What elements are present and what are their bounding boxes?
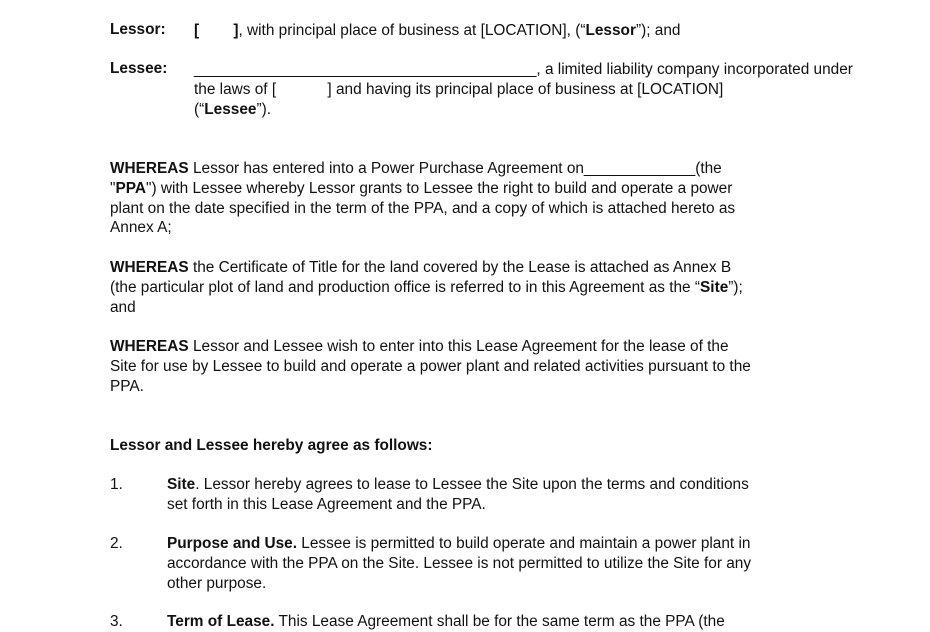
- bold-text: Site: [167, 476, 196, 493]
- text-run: Annex A;: [110, 219, 172, 237]
- text-line: [194, 80, 853, 100]
- agreement-heading: Lessor and Lessee hereby agree as follows:: [110, 437, 433, 454]
- bold-text: [ ]: [194, 22, 239, 39]
- text-line: [110, 357, 840, 377]
- bold-text: WHEREAS: [110, 259, 189, 276]
- text-run: Lessee is permitted to build operate and maintain a power plant in: [297, 535, 751, 552]
- bold-text: WHEREAS: [110, 160, 189, 177]
- clause-text: [167, 475, 749, 515]
- text-line: [194, 60, 853, 80]
- text-line: [110, 377, 840, 397]
- clause-text: [167, 612, 725, 632]
- text-run: This Lease Agreement shall be for the same term as the PPA (the: [274, 613, 725, 630]
- bold-text: PPA: [115, 179, 146, 197]
- text-run: (“: [194, 100, 205, 118]
- bold-text: Term of Lease.: [167, 613, 275, 630]
- lessee-text: [194, 60, 853, 119]
- text-line: [110, 159, 840, 179]
- bold-text: Lessee: [204, 100, 257, 118]
- text-line: [110, 298, 840, 318]
- lessor-label: Lessor:: [110, 21, 166, 38]
- text-line: [110, 258, 840, 278]
- text-line: [167, 612, 725, 632]
- bold-text: WHEREAS: [110, 338, 189, 355]
- text-run: ": [110, 179, 116, 197]
- text-run: other purpose.: [167, 574, 267, 592]
- text-run: , a limited liability company incorporated under: [536, 61, 853, 78]
- text-line: [194, 21, 680, 41]
- recital-2: [110, 258, 840, 317]
- text-run: set forth in this Lease Agreement and the PPA.: [167, 495, 486, 513]
- text-run: ”).: [256, 100, 271, 118]
- text-line: [110, 199, 840, 219]
- text-run: Site for use by Lessee to build and operate a power plant and related activities pursuant to the: [110, 357, 751, 375]
- clause-number: 3.: [110, 613, 123, 630]
- text-line: [110, 179, 840, 199]
- text-run: (the particular plot of land and production office is referred to in this Agreement as the “: [110, 278, 701, 296]
- text-line: [110, 278, 840, 298]
- text-run: ") with Lessee whereby Lessor grants to Lessee the right to build and operate a power: [145, 179, 733, 197]
- bold-text: Purpose and Use.: [167, 535, 298, 552]
- text-line: [194, 100, 853, 120]
- text-run: accordance with the PPA on the Site. Lessee is not permitted to utilize the Site for any: [167, 554, 752, 572]
- text-run: the laws of [ ] and having its principal place of business at [LOCATION]: [194, 80, 724, 98]
- text-run: PPA.: [110, 377, 144, 395]
- text-line: [110, 337, 840, 357]
- text-run: ________________________________________: [194, 61, 537, 78]
- bold-text: Site: [700, 278, 729, 296]
- text-line: [167, 495, 749, 515]
- text-run: the Certificate of Title for the land covered by the Lease is attached as Annex B: [188, 259, 732, 276]
- text-run: ”);: [728, 278, 743, 296]
- text-run: Lessor has entered into a Power Purchase Agreement on_____________(the: [188, 160, 722, 177]
- text-line: [167, 574, 751, 594]
- clause-number: 2.: [110, 535, 123, 552]
- text-run: Lessor and Lessee wish to enter into this Lease Agreement for the lease of the: [188, 338, 729, 355]
- text-line: [167, 554, 751, 574]
- bold-text: Lessor: [585, 22, 636, 39]
- clause-number: 1.: [110, 476, 123, 493]
- lessor-text: [194, 21, 680, 41]
- recital-3: [110, 337, 840, 396]
- text-line: [110, 218, 840, 238]
- lessee-label: Lessee:: [110, 60, 168, 77]
- text-line: [167, 475, 749, 495]
- text-run: , with principal place of business at [LOCATION], (“: [238, 22, 586, 39]
- text-run: ”); and: [635, 22, 681, 39]
- text-run: . Lessor hereby agrees to lease to Lessee the Site upon the terms and conditions: [195, 476, 749, 493]
- text-line: [167, 534, 751, 554]
- text-run: plant on the date specified in the term of the PPA, and a copy of which is attached hereto as: [110, 199, 736, 217]
- clause-text: [167, 534, 751, 593]
- text-run: and: [110, 298, 136, 316]
- recital-1: [110, 159, 840, 238]
